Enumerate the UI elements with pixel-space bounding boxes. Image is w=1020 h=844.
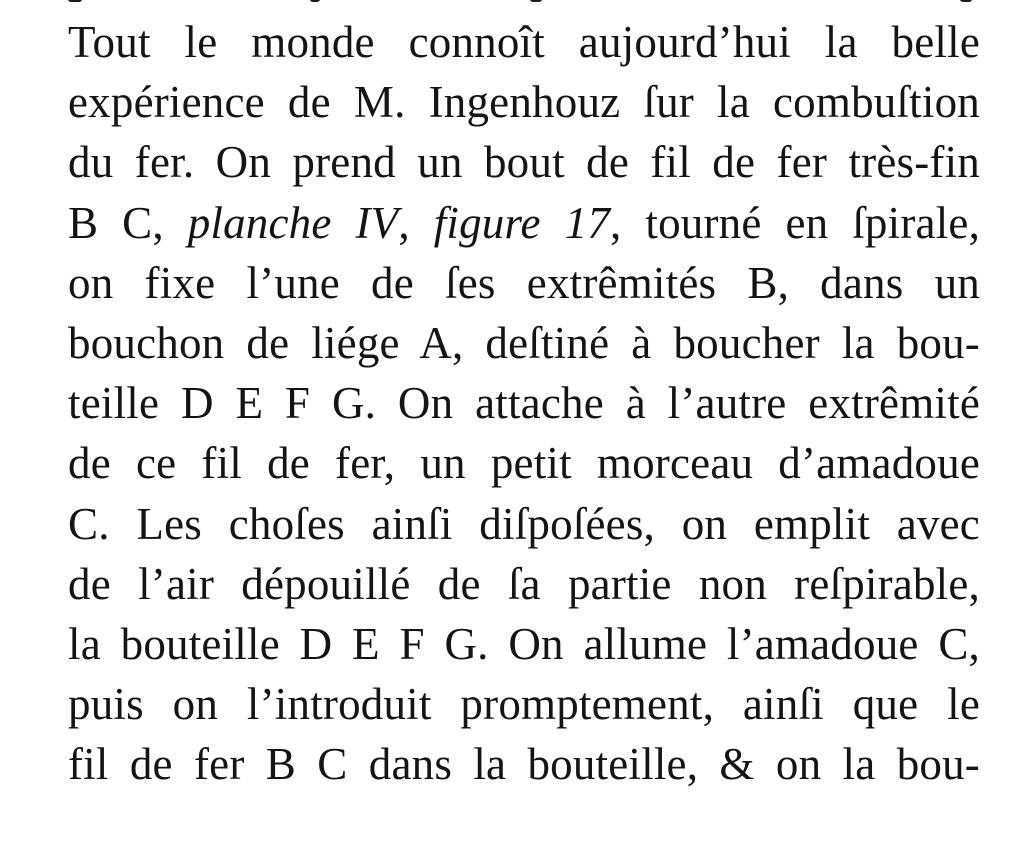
italic-reference: planche IV <box>187 197 399 248</box>
text-segment: fil de fer B C dans la bouteille, & on la bou- <box>68 739 980 790</box>
text-segment: teille D E F G. On attache à l’autre extrêmité <box>68 378 980 429</box>
text-segment: bouchon de liége A, deſtiné à boucher la bou- <box>68 317 980 368</box>
cropped-previous-line <box>60 0 990 6</box>
text-segment: du fer. On prend un bout de fil de fer très-fin <box>68 137 980 188</box>
text-segment: , <box>398 197 434 248</box>
body-text <box>68 12 980 794</box>
text-segment: de l’air dépouillé de ſa partie non reſpirable, <box>68 558 980 609</box>
text-segment: , tourné en ſpirale, <box>610 197 981 248</box>
text-line <box>68 734 980 794</box>
text-line <box>68 193 980 253</box>
italic-reference: figure 17 <box>433 197 611 248</box>
text-segment: puis on l’introduit promptement, ainſi que le <box>68 679 980 730</box>
text-line <box>68 614 980 674</box>
text-line <box>68 554 980 614</box>
text-segment: Tout le monde connoît aujourd’hui la belle <box>68 17 980 67</box>
text-line <box>68 373 980 433</box>
text-segment: expérience de M. Ingenhouz ſur la combuſtion <box>68 77 980 128</box>
text-segment: la bouteille D E F G. On allume l’amadoue C, <box>68 618 980 669</box>
text-line <box>68 674 980 734</box>
text-line <box>68 253 980 313</box>
text-segment: C. Les choſes ainſi diſpoſées, on emplit avec <box>68 498 980 549</box>
text-segment: de ce fil de fer, un petit morceau d’amadoue <box>68 438 980 489</box>
text-segment: on fixe l’une de ſes extrêmités B, dans un <box>68 257 980 308</box>
text-line <box>68 494 980 554</box>
text-line <box>68 72 980 132</box>
text-line <box>68 433 980 493</box>
text-line <box>68 12 980 72</box>
text-line <box>68 132 980 192</box>
text-segment: B C, <box>68 197 188 248</box>
text-line <box>68 313 980 373</box>
